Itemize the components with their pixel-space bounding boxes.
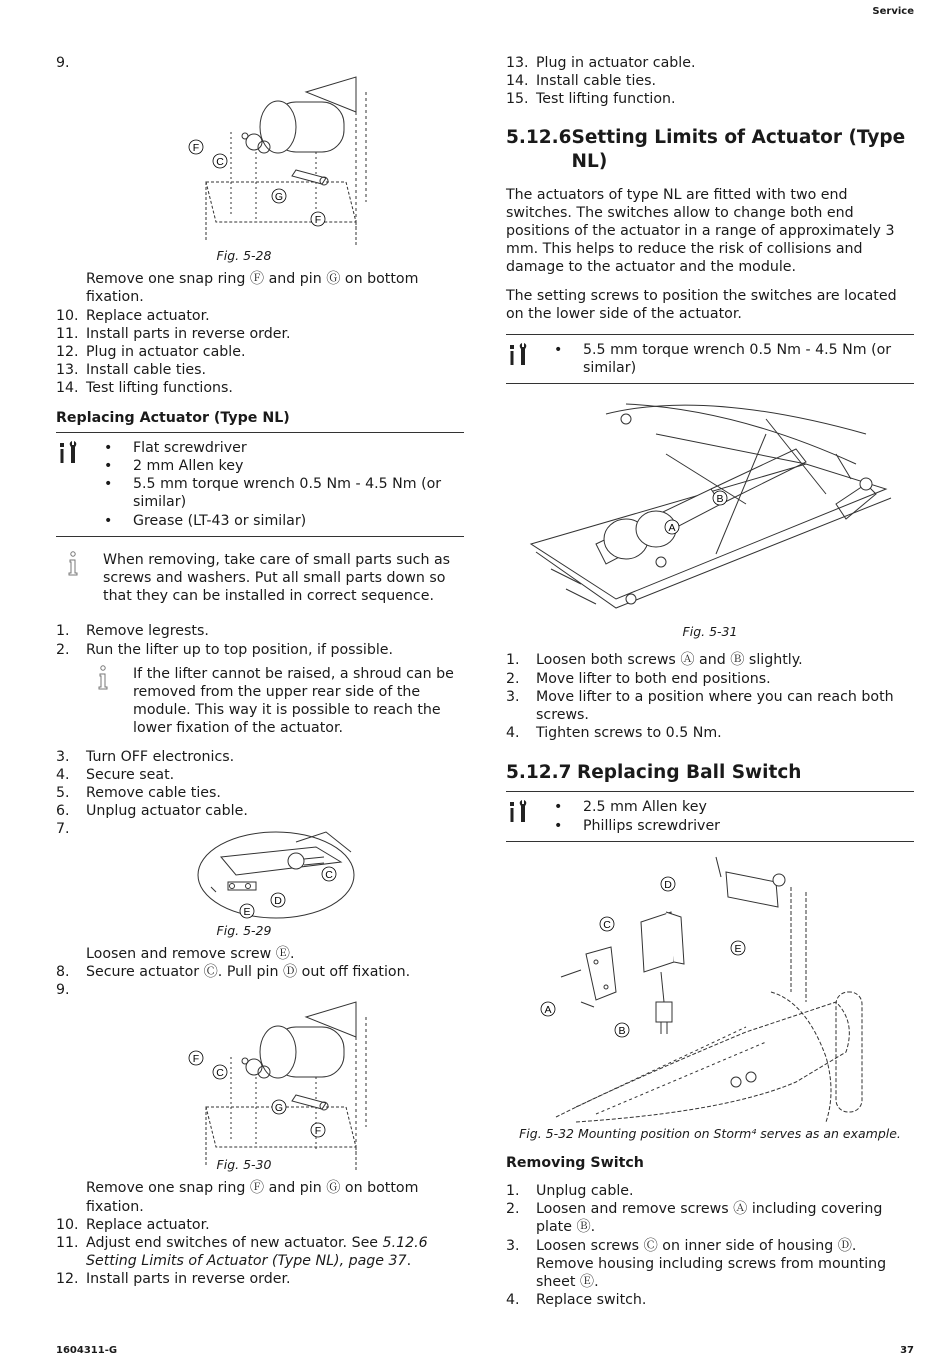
step-9-text: Remove one snap ring Ⓕ and pin Ⓖ on bottom fixation. (86, 271, 419, 306)
step-list (56, 307, 464, 398)
list-item: 2. Run the lifter up to top position, if possible. (56, 641, 394, 658)
list-item: 7. (56, 821, 70, 838)
label-f: F (314, 1125, 322, 1138)
label-a: A (668, 522, 676, 535)
ball-switch-illustration (506, 852, 914, 1124)
label-d: D (274, 894, 282, 907)
list-item: 4. Replace switch. (506, 1292, 647, 1309)
list-item: 4. Secure seat. (56, 766, 175, 783)
figure-5-30 (56, 997, 464, 1171)
list-item: 15. Test lifting function. (506, 91, 676, 108)
label-f: F (192, 142, 200, 155)
list-item: 11. Install parts in reverse order. (56, 325, 291, 342)
tools-list (554, 798, 914, 834)
info-icon (86, 665, 133, 738)
list-item: • 5.5 mm torque wrench 0.5 Nm - 4.5 Nm (or similar) (554, 342, 892, 377)
label-g: G (274, 191, 284, 204)
tools-box (56, 432, 464, 537)
actuator-illustration (56, 72, 464, 246)
label-e: E (734, 942, 742, 955)
list-item: 12. Install parts in reverse order. (56, 1271, 291, 1288)
list-item: 14. Install cable ties. (506, 73, 657, 90)
list-item: • 5.5 mm torque wrench 0.5 Nm - 4.5 Nm (or similar) (104, 476, 442, 511)
list-item: 2. Loosen and remove screws Ⓐ including covering plate Ⓑ. (506, 1201, 883, 1236)
label-c: C (603, 918, 611, 931)
step-list (506, 54, 914, 109)
info-icon (56, 551, 103, 606)
step-7-text: Loosen and remove screw Ⓔ. (86, 945, 295, 962)
label-c: C (216, 156, 224, 169)
figure-5-28 (56, 72, 464, 246)
figure-caption: Fig. 5-28 (216, 248, 272, 264)
list-item: • 2.5 mm Allen key (554, 799, 707, 816)
list-item: 8. Secure actuator Ⓒ. Pull pin Ⓓ out off fixation. (56, 963, 411, 980)
tools-icon (56, 439, 104, 530)
list-item: 10. Replace actuator. (56, 1216, 210, 1233)
list-item: 1. Unplug cable. (506, 1183, 634, 1200)
actuator-illustration (56, 997, 464, 1171)
figure-caption: Fig. 5-29 (216, 922, 272, 938)
section-heading: 5.12.6 Setting Limits of Actuator (Type NL) (506, 126, 906, 172)
list-item: 2. Move lifter to both end positions. (506, 670, 771, 687)
step-list (56, 748, 464, 839)
figure-5-29 (56, 827, 464, 919)
list-item: 10. Replace actuator. (56, 307, 210, 324)
label-c: C (216, 1067, 224, 1080)
step-list (56, 622, 464, 658)
list-item: 3. Move lifter to a position where you can reach both screws. (506, 688, 894, 724)
document-id: 1604311-G (56, 1345, 118, 1356)
step-number: 9. (56, 55, 70, 71)
list-item: 14. Test lifting functions. (56, 380, 233, 397)
tools-box (506, 791, 914, 841)
subheading: Replacing Actuator (Type NL) (56, 409, 290, 426)
section-heading: 5.12.7 Replacing Ball Switch (506, 762, 802, 784)
label-c: C (325, 868, 333, 881)
list-item: 1. Loosen both screws Ⓐ and Ⓑ slightly. (506, 652, 803, 669)
label-d: D (664, 878, 672, 891)
list-item: 11. Adjust end switches of new actuator. See 5.12.6 Setting Limits of Actuator (Type NL), page 37. (56, 1234, 428, 1270)
list-item: • Phillips screwdriver (554, 817, 721, 834)
tools-list (104, 439, 464, 530)
list-item: 13. Install cable ties. (56, 362, 207, 379)
info-note: When removing, take care of small parts such as screws and washers. Put all small parts down so that they can be installed in correct sequence. (56, 551, 464, 606)
paragraph: The setting screws to position the switches are located on the lower side of the actuator. (506, 287, 897, 322)
list-item: • 2 mm Allen key (104, 458, 244, 475)
list-item: 3. Turn OFF electronics. (56, 748, 235, 765)
list-item: 4. Tighten screws to 0.5 Nm. (506, 725, 722, 742)
step-list (506, 651, 914, 742)
page-number: 37 (900, 1345, 914, 1356)
tools-icon (506, 798, 554, 834)
left-column (56, 54, 464, 1289)
figure-caption: Fig. 5-31 (682, 624, 738, 640)
right-column (506, 54, 914, 1309)
label-b: B (716, 493, 724, 506)
list-item: 3. Loosen screws Ⓒ on inner side of housing Ⓓ. Remove housing including screws from mounting sheet Ⓔ. (506, 1237, 887, 1291)
list-item: 13. Plug in actuator cable. (506, 55, 696, 71)
list-item: 9. (56, 982, 70, 999)
subheading: Removing Switch (506, 1154, 644, 1171)
step-9 (56, 54, 464, 72)
tools-list (554, 341, 914, 377)
step-9-text: Remove one snap ring Ⓕ and pin Ⓖ on bottom fixation. (86, 1180, 419, 1215)
label-g: G (274, 1102, 284, 1115)
label-f: F (192, 1053, 200, 1066)
tools-icon (506, 341, 554, 377)
figure-caption: Fig. 5-32 Mounting position on Storm⁴ serves as an example. (519, 1125, 901, 1141)
list-item: • Flat screwdriver (104, 439, 247, 456)
info-note: If the lifter cannot be raised, a shroud can be removed from the upper rear side of the module. This way it is possible to reach the lower fixation of the actuator. (86, 665, 464, 738)
list-item: 6. Unplug actuator cable. (56, 803, 248, 820)
step-list (506, 1182, 914, 1309)
cross-reference-link[interactable]: 5.12.6 Setting Limits of Actuator (Type NL), page 37 (86, 1234, 428, 1270)
list-item: • Grease (LT-43 or similar) (104, 512, 307, 529)
lifter-module-illustration (506, 394, 914, 622)
label-e: E (243, 905, 251, 918)
label-a: A (544, 1003, 552, 1016)
tools-box (506, 334, 914, 384)
running-header: Service (872, 6, 914, 17)
label-b: B (618, 1024, 626, 1037)
list-item: 5. Remove cable ties. (56, 785, 221, 802)
list-item: 1. Remove legrests. (56, 623, 209, 640)
list-item: 12. Plug in actuator cable. (56, 344, 246, 361)
figure-caption: Fig. 5-30 (216, 1157, 272, 1173)
label-f: F (314, 214, 322, 227)
figure-5-31 (506, 394, 914, 622)
pin-detail-illustration (56, 827, 464, 919)
paragraph: The actuators of type NL are fitted with two end switches. The switches allow to change both end positions of the actuator in a range of approximately 3 mm. This helps to reduce the risk of collisions and damage to the actuator and the module. (506, 186, 895, 276)
figure-5-32 (506, 852, 914, 1124)
